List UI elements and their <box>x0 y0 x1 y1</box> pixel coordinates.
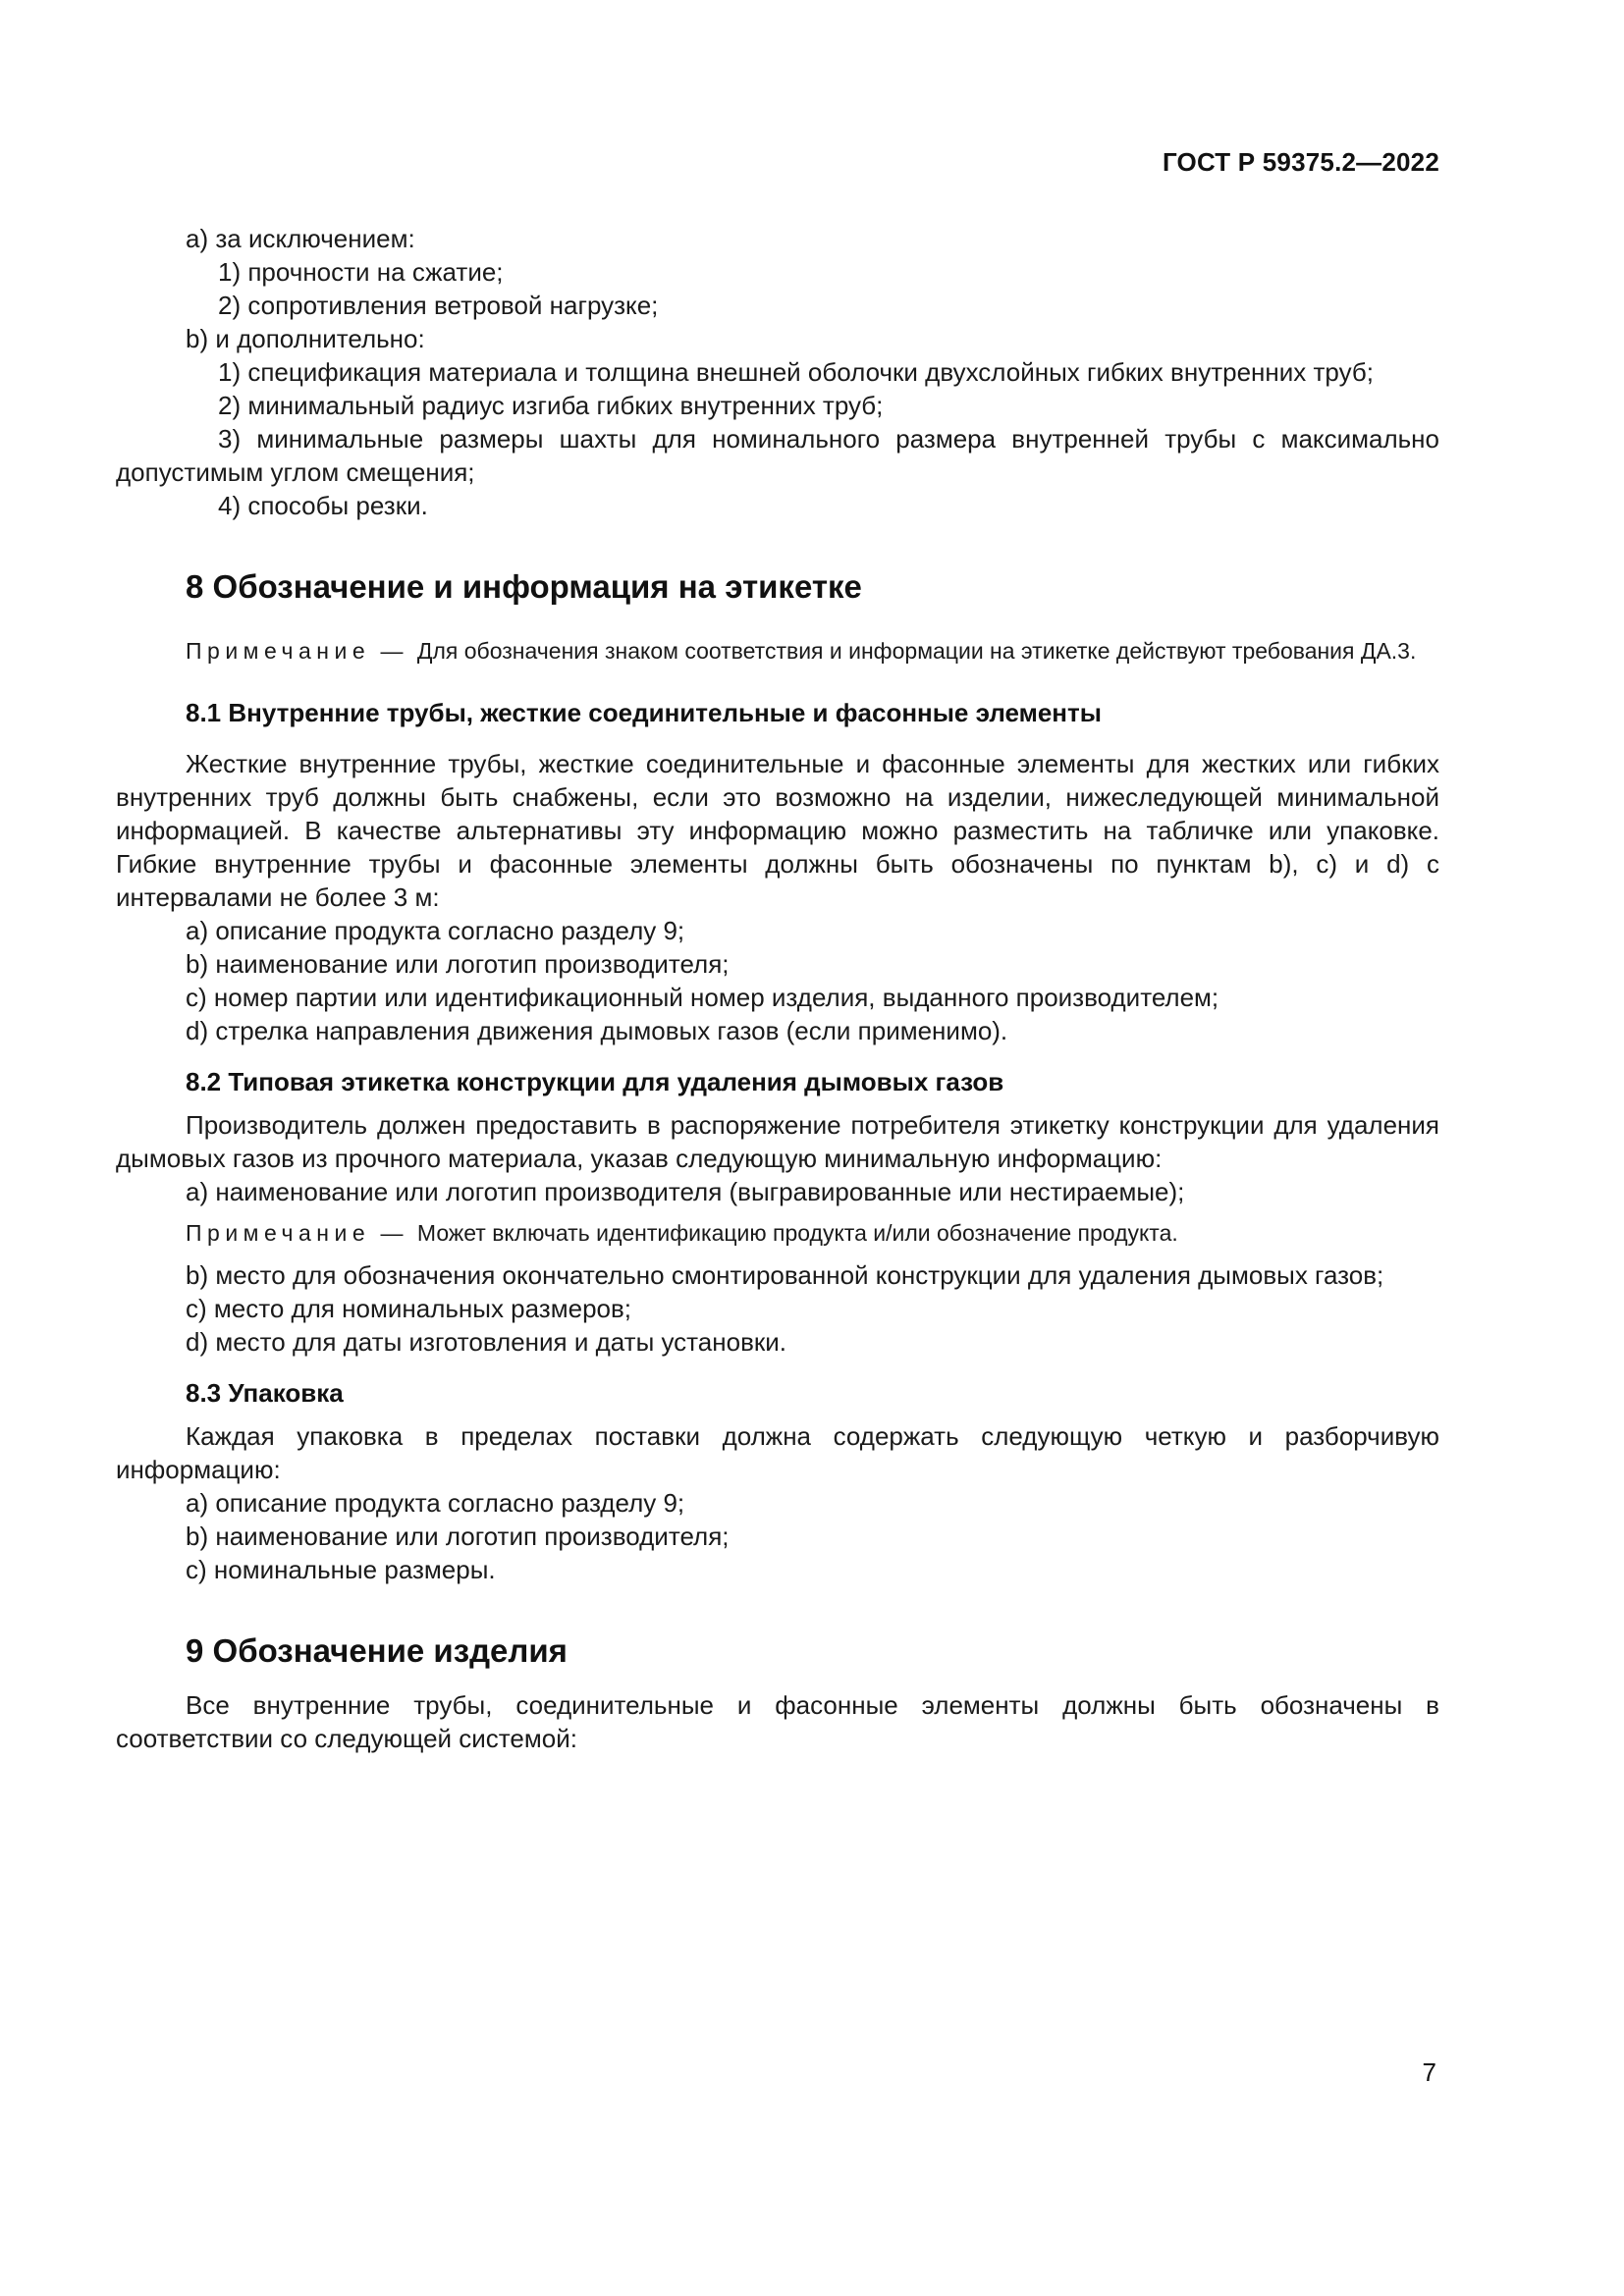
subsection-8-3-heading: 8.3 Упаковка <box>186 1378 344 1408</box>
note-dash: — <box>380 1220 404 1246</box>
note-label: Примечание <box>186 1220 371 1246</box>
sublist-item: 1) спецификация материала и толщина внешней оболочки двухслойных гибких внутренних труб; <box>218 357 1374 387</box>
note-dash: — <box>380 638 404 664</box>
note-text: Может включать идентификацию продукта и/или обозначение продукта. <box>416 1220 1178 1246</box>
sublist-item: 2) сопротивления ветровой нагрузке; <box>218 291 659 320</box>
list-item: a) описание продукта согласно разделу 9; <box>186 916 685 945</box>
subsection-8-2-paragraph: Производитель должен предоставить в распоряжение потребителя этикетку конструкции для удаления дымовых газов из прочного материала, указав следующую минимальную информацию: <box>116 1110 1439 1173</box>
subsection-8-3-paragraph: Каждая упаковка в пределах поставки должна содержать следующую четкую и разборчивую информацию: <box>116 1421 1439 1484</box>
list-item: d) место для даты изготовления и даты установки. <box>186 1327 787 1357</box>
list-item: d) стрелка направления движения дымовых газов (если применимо). <box>186 1016 1008 1045</box>
subsection-8-2-note <box>116 1218 1439 1249</box>
list-item-b: b) и дополнительно: <box>186 324 425 353</box>
list-item: a) наименование или логотип производителя (выгравированные или нестираемые); <box>186 1177 1185 1206</box>
section-8-heading: 8 Обозначение и информация на этикетке <box>186 568 862 605</box>
list-item: b) наименование или логотип производителя; <box>186 949 730 979</box>
sublist-item: 3) минимальные размеры шахты для номинального размера внутренней трубы с максимально допустимым углом смещения; <box>116 424 1439 487</box>
page-body <box>116 222 1439 1755</box>
section-9-paragraph: Все внутренние трубы, соединительные и фасонные элементы должны быть обозначены в соответствии со следующей системой: <box>116 1690 1439 1753</box>
sublist-item: 4) способы резки. <box>218 491 428 520</box>
note-text: Для обозначения знаком соответствия и информации на этикетке действуют требования ДА.3. <box>416 638 1417 664</box>
sublist-item: 1) прочности на сжатие; <box>218 257 504 287</box>
subsection-8-2-heading: 8.2 Типовая этикетка конструкции для удаления дымовых газов <box>186 1067 1004 1096</box>
list-item: a) описание продукта согласно разделу 9; <box>186 1488 685 1518</box>
subsection-8-1-paragraph: Жесткие внутренние трубы, жесткие соединительные и фасонные элементы для жестких или гибких внутренних труб должны быть снабжены, если это возможно на изделии, нижеследующей минимальной информацией. В качестве альтернативы эту информацию можно разместить на табличке или упаковке. Гибкие внутренние трубы и фасонные элементы должны быть обозначены по пунктам b), c) и d) с интервалами не более 3 м: <box>116 749 1439 912</box>
note-label: Примечание <box>186 638 371 664</box>
document-code-header: ГОСТ Р 59375.2—2022 <box>1162 147 1439 177</box>
section-8-note <box>116 636 1439 667</box>
list-item: c) место для номинальных размеров; <box>186 1294 632 1323</box>
list-item: b) наименование или логотип производителя; <box>186 1522 730 1551</box>
list-item: b) место для обозначения окончательно смонтированной конструкции для удаления дымовых газов; <box>186 1260 1384 1290</box>
list-item: c) номинальные размеры. <box>186 1555 496 1584</box>
sublist-item: 2) минимальный радиус изгиба гибких внутренних труб; <box>218 391 884 420</box>
list-item: c) номер партии или идентификационный номер изделия, выданного производителем; <box>186 983 1219 1012</box>
page-number: 7 <box>1422 2057 1436 2087</box>
list-item-a: a) за исключением: <box>186 224 415 253</box>
subsection-8-1-heading: 8.1 Внутренние трубы, жесткие соединительные и фасонные элементы <box>186 698 1102 727</box>
section-9-heading: 9 Обозначение изделия <box>186 1632 568 1669</box>
